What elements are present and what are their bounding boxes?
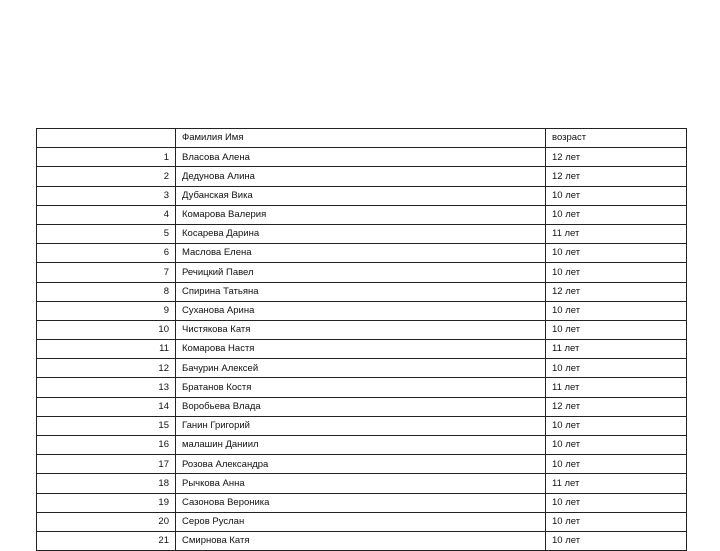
row-number: 13 [37, 378, 176, 397]
table-row [37, 474, 687, 493]
student-name: Воробьева Влада [176, 397, 546, 416]
row-number: 4 [37, 205, 176, 224]
student-age: 10 лет [546, 436, 687, 455]
student-age: 10 лет [546, 301, 687, 320]
header-row [37, 129, 687, 148]
student-name: Суханова Арина [176, 301, 546, 320]
student-age: 10 лет [546, 493, 687, 512]
table-row [37, 282, 687, 301]
row-number: 6 [37, 244, 176, 263]
student-name: Комарова Валерия [176, 205, 546, 224]
student-age: 12 лет [546, 167, 687, 186]
student-age: 11 лет [546, 474, 687, 493]
student-name: Спирина Татьяна [176, 282, 546, 301]
row-number: 10 [37, 320, 176, 339]
student-name: Розова Александра [176, 455, 546, 474]
student-name: Речицкий Павел [176, 263, 546, 282]
student-age: 11 лет [546, 378, 687, 397]
header-name: Фамилия Имя [176, 129, 546, 148]
table-row [37, 455, 687, 474]
row-number: 17 [37, 455, 176, 474]
student-age: 10 лет [546, 205, 687, 224]
row-number: 8 [37, 282, 176, 301]
student-age: 10 лет [546, 359, 687, 378]
student-name: Косарева Дарина [176, 224, 546, 243]
student-name: Власова Алена [176, 148, 546, 167]
table-row [37, 359, 687, 378]
table-row [37, 263, 687, 282]
table-row [37, 148, 687, 167]
row-number: 11 [37, 340, 176, 359]
student-name: Дубанская Вика [176, 186, 546, 205]
row-number: 20 [37, 512, 176, 531]
table-row [37, 224, 687, 243]
student-name: Чистякова Катя [176, 320, 546, 339]
student-age: 10 лет [546, 244, 687, 263]
row-number: 2 [37, 167, 176, 186]
student-name: Серов Руслан [176, 512, 546, 531]
table-row [37, 512, 687, 531]
row-number: 5 [37, 224, 176, 243]
table-row [37, 301, 687, 320]
student-age: 10 лет [546, 416, 687, 435]
table-row [37, 531, 687, 550]
table-row [37, 167, 687, 186]
student-age: 11 лет [546, 340, 687, 359]
row-number: 14 [37, 397, 176, 416]
row-number: 1 [37, 148, 176, 167]
table-row [37, 397, 687, 416]
header-age: возраст [546, 129, 687, 148]
table-row [37, 340, 687, 359]
row-number: 19 [37, 493, 176, 512]
table-header [37, 129, 687, 148]
student-name: Сазонова Вероника [176, 493, 546, 512]
header-number [37, 129, 176, 148]
student-age: 10 лет [546, 455, 687, 474]
student-name: Рычкова Анна [176, 474, 546, 493]
student-name: Комарова Настя [176, 340, 546, 359]
student-age: 12 лет [546, 148, 687, 167]
student-age: 12 лет [546, 397, 687, 416]
row-number: 12 [37, 359, 176, 378]
row-number: 7 [37, 263, 176, 282]
student-age: 11 лет [546, 224, 687, 243]
row-number: 18 [37, 474, 176, 493]
student-age: 10 лет [546, 263, 687, 282]
student-name: Маслова Елена [176, 244, 546, 263]
table-row [37, 436, 687, 455]
table-row [37, 186, 687, 205]
student-age: 10 лет [546, 512, 687, 531]
table-row [37, 320, 687, 339]
row-number: 16 [37, 436, 176, 455]
row-number: 9 [37, 301, 176, 320]
student-age: 10 лет [546, 531, 687, 550]
student-name: малашин Даниил [176, 436, 546, 455]
row-number: 21 [37, 531, 176, 550]
table-row [37, 205, 687, 224]
student-name: Смирнова Катя [176, 531, 546, 550]
student-name: Братанов Костя [176, 378, 546, 397]
students-table [36, 128, 687, 551]
table-body [37, 148, 687, 551]
student-age: 12 лет [546, 282, 687, 301]
student-age: 10 лет [546, 186, 687, 205]
row-number: 3 [37, 186, 176, 205]
students-table-container [36, 128, 686, 551]
student-age: 10 лет [546, 320, 687, 339]
student-name: Дедунова Алина [176, 167, 546, 186]
student-name: Бачурин Алексей [176, 359, 546, 378]
table-row [37, 416, 687, 435]
table-row [37, 378, 687, 397]
table-row [37, 244, 687, 263]
row-number: 15 [37, 416, 176, 435]
table-row [37, 493, 687, 512]
student-name: Ганин Григорий [176, 416, 546, 435]
